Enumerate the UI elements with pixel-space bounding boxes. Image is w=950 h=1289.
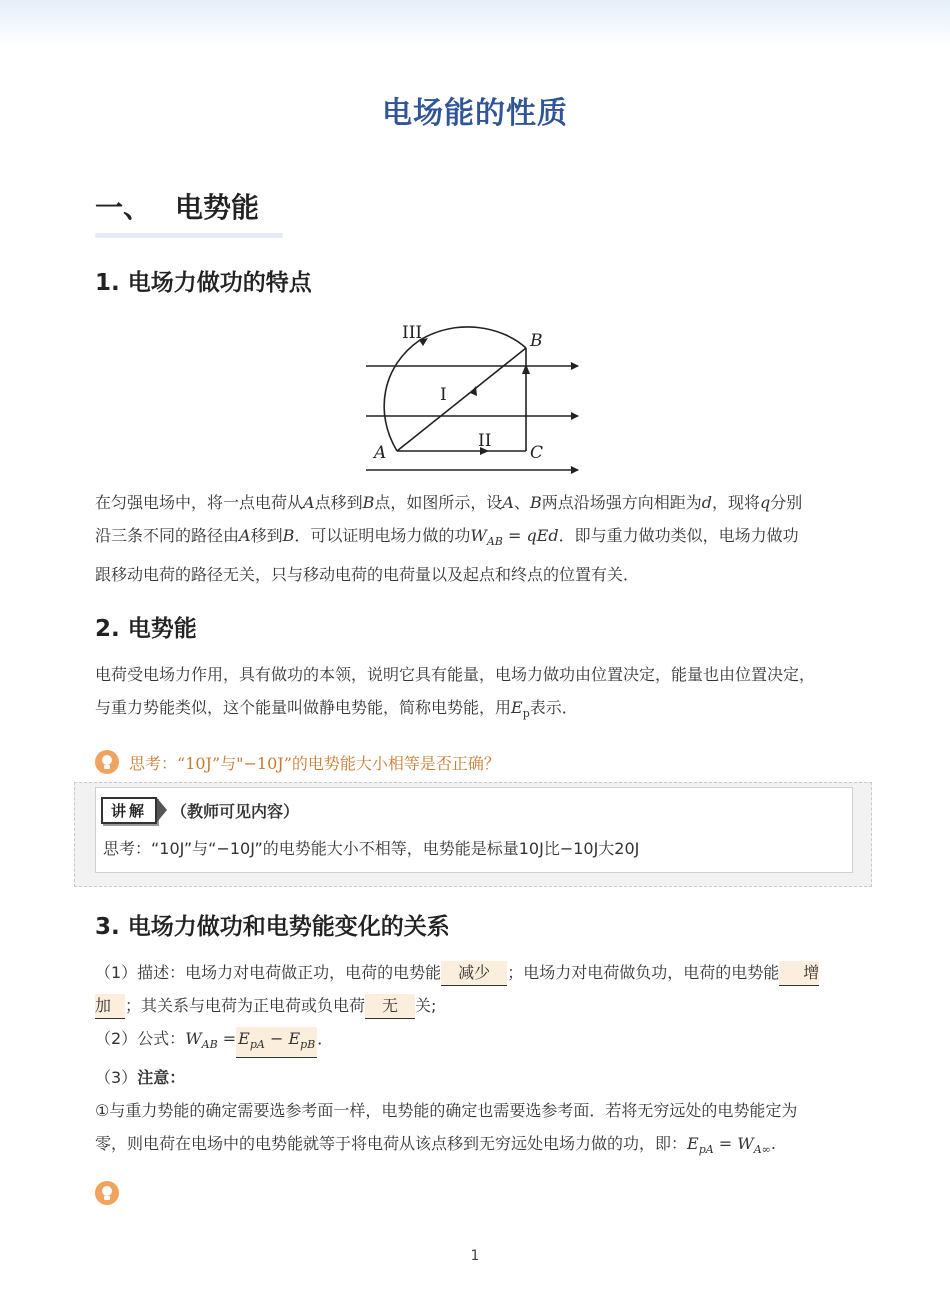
label-point-b: B xyxy=(530,331,543,351)
text-run: 、 xyxy=(513,493,530,512)
math-var: A xyxy=(502,493,514,512)
math-expression: = W xyxy=(713,1134,754,1154)
math-var: E xyxy=(238,1029,250,1048)
paragraph-line: ①与重力势能的确定需要选参考面一样，电势能的确定也需要选参考面．若将无穷远处的电势能定为 xyxy=(95,1101,798,1121)
math-var: A xyxy=(303,493,315,512)
paragraph-line xyxy=(95,989,855,1022)
math-var: q xyxy=(760,493,771,512)
math-subscript: pA xyxy=(698,1143,714,1157)
header-band xyxy=(0,0,950,46)
math-var: E xyxy=(511,698,523,717)
lightbulb-icon xyxy=(95,750,119,774)
text-run: 点移到 xyxy=(314,493,363,512)
label-point-a: A xyxy=(374,443,387,463)
path-three-arc xyxy=(384,327,526,451)
text-run: 与重力势能类似，这个能量叫做静电势能，简称电势能，用 xyxy=(95,698,512,717)
paragraph-line xyxy=(95,1061,855,1094)
math-var: B xyxy=(282,526,295,545)
text-run: 分别 xyxy=(770,493,803,512)
subsection-title-1: 1. 电场力做功的特点 xyxy=(95,270,312,296)
text-run: 点，如图所示，设 xyxy=(374,493,503,512)
paragraph-work-energy-relation xyxy=(95,956,855,1166)
math-var: d xyxy=(701,493,712,512)
text-run: 两点沿场强方向相距为 xyxy=(541,493,702,512)
subsection-title-3: 3. 电场力做功和电势能变化的关系 xyxy=(95,914,450,940)
lightbulb-icon xyxy=(95,1181,119,1205)
math-var: W xyxy=(185,1029,202,1048)
answer-blank-none: 无 xyxy=(365,994,415,1019)
paragraph-line xyxy=(95,1022,855,1061)
math-var: B xyxy=(362,493,375,512)
math-expression: = xyxy=(217,1029,237,1048)
field-path-diagram xyxy=(362,318,584,478)
page-number: 1 xyxy=(470,1248,480,1264)
think-question xyxy=(95,747,500,777)
answer-blank-increase-part2: 加 xyxy=(95,994,125,1019)
text-run: 表示． xyxy=(529,698,578,717)
math-subscript: pA xyxy=(249,1038,265,1052)
text-run: 移到 xyxy=(250,526,283,545)
badge-arrow-icon xyxy=(157,798,167,822)
section-heading xyxy=(95,186,259,226)
explanation-header xyxy=(101,795,299,825)
paragraph-line xyxy=(95,486,855,519)
paragraph-line xyxy=(95,1127,855,1166)
math-var: B xyxy=(529,493,542,512)
math-var: W xyxy=(470,526,487,545)
paragraph-work-feature xyxy=(95,486,855,591)
math-expression: = qEd xyxy=(502,526,559,545)
text-run: 关; xyxy=(415,996,437,1015)
label-path-one: I xyxy=(440,385,447,405)
paragraph-line: 跟移动电荷的路径无关，只与移动电荷的电荷量以及起点和终点的位置有关． xyxy=(95,565,640,585)
explanation-answer: 思考：“10J”与“−10J”的电势能大小不相等，电势能是标量10J比−10J大20J xyxy=(103,839,640,858)
text-run: ，现将 xyxy=(711,493,760,512)
section-underline xyxy=(95,233,283,238)
label-path-three: III xyxy=(402,323,423,343)
think-bulb-bottom xyxy=(95,1181,129,1205)
answer-blank-formula xyxy=(236,1027,317,1058)
text-run: 零，则电荷在电场中的电势能就等于将电荷从该点移到无穷远处电场力做的功，即： xyxy=(95,1134,688,1154)
text-run: （2）公式： xyxy=(95,1029,186,1048)
text-run: . xyxy=(770,1134,776,1154)
subsection-title-2: 2. 电势能 xyxy=(95,616,197,642)
teacher-only-note: （教师可见内容） xyxy=(171,801,300,821)
document-title: 电场能的性质 xyxy=(382,96,568,131)
paragraph-line xyxy=(95,956,855,989)
answer-blank-decrease: 减少 xyxy=(441,961,507,986)
math-subscript: p xyxy=(522,707,530,721)
math-var: A xyxy=(239,526,251,545)
text-run: ．即与重力做功类似，电场力做功 xyxy=(558,526,799,545)
text-run: ；其关系与电荷为正电荷或负电荷 xyxy=(125,996,366,1015)
math-var: E xyxy=(687,1134,699,1154)
text-run: （1）描述：电场力对电荷做正功，电荷的电势能 xyxy=(95,963,442,982)
label-point-c: C xyxy=(530,443,544,463)
emphasis-text: 注意： xyxy=(137,1068,186,1088)
text-run: ．可以证明电场力做的功 xyxy=(294,526,471,545)
think-label: 思考： xyxy=(129,753,178,773)
math-subscript: pB xyxy=(300,1038,316,1052)
text-run: ． xyxy=(317,1029,334,1048)
text-run: ；电场力对电荷做负功，电荷的电势能 xyxy=(507,963,780,982)
label-path-two: II xyxy=(478,431,492,451)
math-subscript: AB xyxy=(486,535,503,549)
text-run: 沿三条不同的路径由 xyxy=(95,526,240,545)
paragraph-line xyxy=(95,691,855,730)
text-run: 在匀强电场中，将一点电荷从 xyxy=(95,493,304,512)
section-title: 电势能 xyxy=(175,191,260,224)
paragraph-line: 电荷受电场力作用，具有做功的本领，说明它具有能量，电场力做功由位置决定，能量也由位置决定， xyxy=(95,665,816,684)
text-run: （3） xyxy=(95,1068,138,1088)
math-subscript: A∞ xyxy=(753,1143,771,1157)
think-text: “10J”与"−10J”的电势能大小相等是否正确？ xyxy=(177,753,500,773)
paragraph-potential-energy xyxy=(95,658,855,730)
explain-badge: 讲解 xyxy=(101,797,157,824)
answer-blank-increase-part1: 增 xyxy=(779,961,819,986)
paragraph-line xyxy=(95,519,855,558)
section-number: 一、 xyxy=(95,191,152,224)
math-expression: − E xyxy=(264,1029,301,1048)
math-subscript: AB xyxy=(201,1038,218,1052)
path-one-line xyxy=(397,348,526,451)
